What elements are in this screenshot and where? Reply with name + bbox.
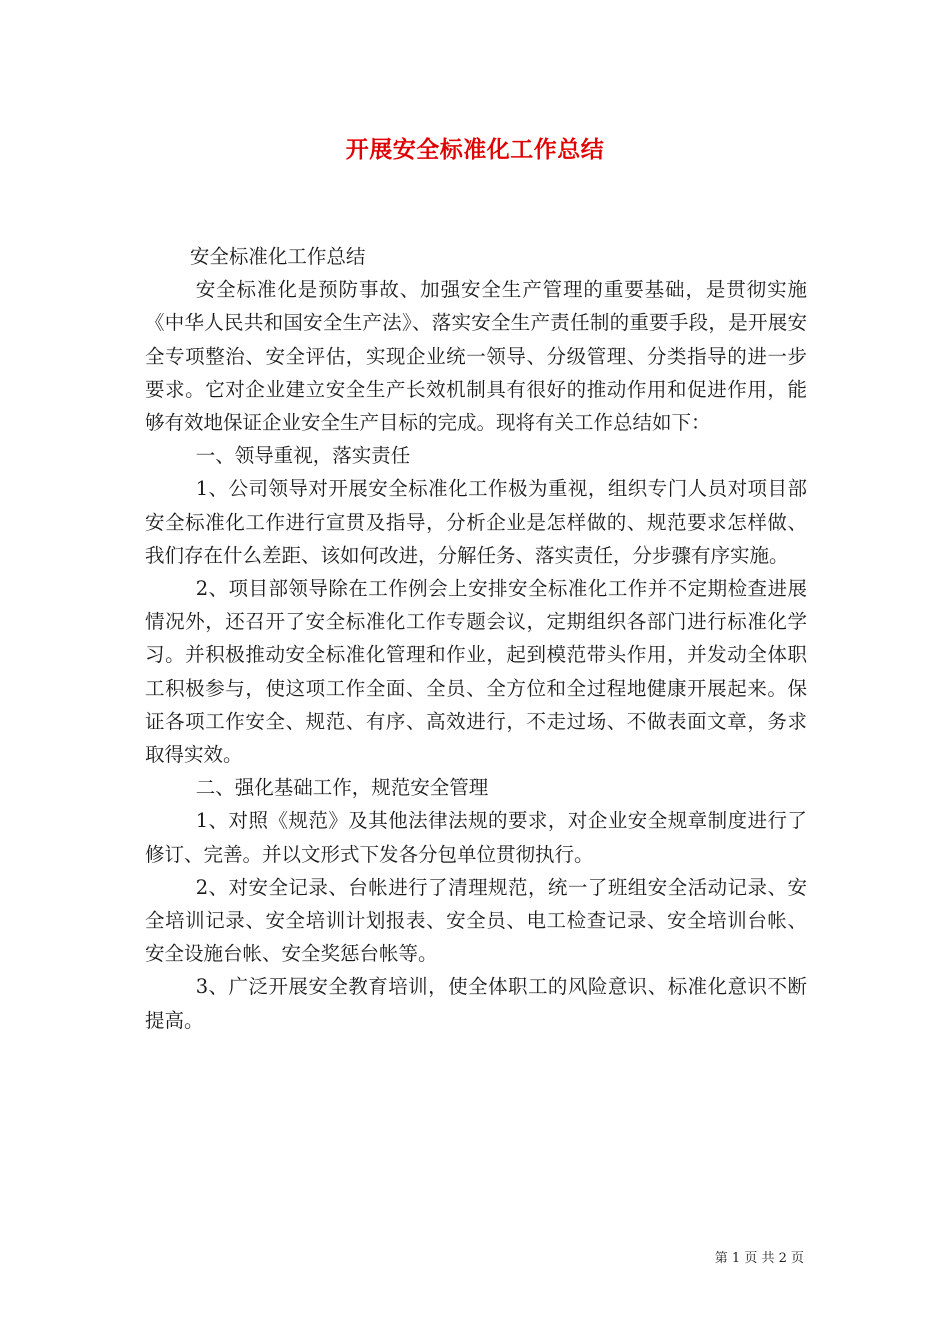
section-subtitle: 安全标准化工作总结 (189, 245, 366, 268)
document-body (145, 240, 807, 1037)
section-heading-1: 一、领导重视，落实责任 (195, 444, 411, 468)
document-title: 开展安全标准化工作总结 (345, 136, 605, 163)
paragraph-1-1: 1、公司领导对开展安全标准化工作极为重视，组织专门人员对项目部安全标准化工作进行宣贯及指导，分析企业是怎样做的、规范要求怎样做、我们存在什么差距、该如何改进，分解任务、落实责任，分步骤有序实施。 (145, 477, 807, 567)
paragraph-2-2: 2、对安全记录、台帐进行了清理规范，统一了班组安全活动记录、安全培训记录、安全培训计划报表、安全员、电工检查记录、安全培训台帐、安全设施台帐、安全奖惩台帐等。 (145, 875, 807, 966)
paragraph-2-1: 1、对照《规范》及其他法律法规的要求，对企业安全规章制度进行了修订、完善。并以文形式下发各分包单位贯彻执行。 (145, 809, 807, 866)
page-number: 第 1 页 共 2 页 (714, 1251, 804, 1266)
intro-paragraph: 安全标准化是预防事故、加强安全生产管理的重要基础，是贯彻实施《中华人民共和国安全生产法》、落实安全生产责任制的重要手段，是开展安全专项整治、安全评估，实现企业统一领导、分级管理、分类指导的进一步要求。它对企业建立安全生产长效机制具有很好的推动作用和促进作用，能够有效地保证企业安全生产目标的完成。现将有关工作总结如下： (145, 278, 807, 435)
section-heading-2: 二、强化基础工作，规范安全管理 (195, 776, 489, 800)
paragraph-2-3: 3、广泛开展安全教育培训，使全体职工的风险意识、标准化意识不断提高。 (145, 975, 807, 1032)
paragraph-1-2: 2、项目部领导除在工作例会上安排安全标准化工作并不定期检查进展情况外，还召开了安全标准化工作专题会议，定期组织各部门进行标准化学习。并积极推动安全标准化管理和作业，起到模范带头作用，并发动全体职工积极参与，使这项工作全面、全员、全方位和全过程地健康开展起来。保证各项工作安全、规范、有序、高效进行，不走过场、不做表面文章，务求取得实效。 (145, 577, 807, 767)
